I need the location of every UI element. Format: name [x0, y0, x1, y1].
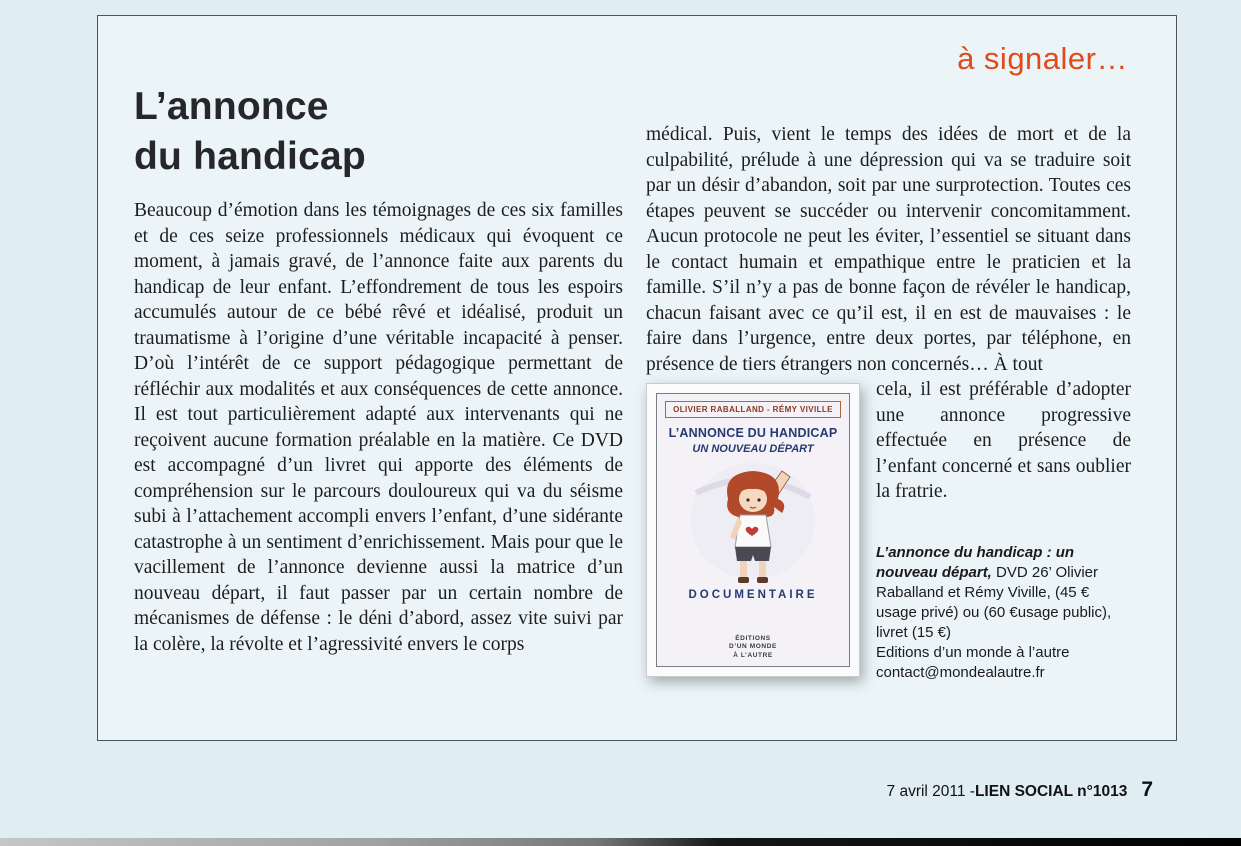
article-title-line1: L’annonce — [134, 85, 329, 128]
dvd-publisher-logo — [729, 635, 777, 660]
scan-edge-artifact — [0, 838, 1241, 846]
footer-date: 7 avril 2011 - — [886, 783, 975, 800]
caption-title: L’annonce du handicap : un nouveau départ, — [876, 543, 1075, 581]
dvd-genre: DOCUMENTAIRE — [688, 589, 818, 601]
footer-page-number: 7 — [1141, 778, 1153, 801]
article-column-left: Beaucoup d’émotion dans les témoignages de ces six familles et de ces seize professionnels médicaux qui évoquent ce moment, à jamais gravé, de l’annonce faite aux parents du handicap de leur enfant. L’effondrement de tous les espoirs accumulés autour de ce bébé rêvé et idéalisé, produit un traumatisme à l’origine d’une véritable incapacité à penser. D’où l’intérêt de ce support pédagogique permettant de réfléchir aux modalités et aux conséquences de cette annonce. Il est tout particulièrement adapté aux intervenants qui ne reçoivent aucune formation préalable en la matière. Ce DVD est accompagné d’un livret qui apporte des éléments de compréhension sur le parcours douloureux qui va du séisme subi à l’attachement accompli envers l’enfant, d’une sidérante catastrophe à un sentiment d’enrichissement. Mais pour que le vacillement de l’annonce devienne aussi la matrice d’un nouveau départ, il faut passer par un certain nombre de mécanismes de défense : le déni d’abord, assez vite suivi par la colère, la révolte et l’agressivité envers le corps — [134, 200, 623, 655]
dvd-title: L’ANNONCE DU HANDICAP — [668, 426, 838, 440]
dvd-cover-inner — [656, 393, 850, 667]
section-label: à signaler… — [957, 41, 1128, 76]
dvd-illustration-girl — [678, 459, 828, 587]
dvd-cover — [646, 383, 860, 677]
article-title-line2: du handicap — [134, 135, 366, 178]
page-footer — [887, 778, 1153, 802]
article-right-paragraph: médical. Puis, vient le temps des idées de mort et de la culpabilité, prélude à une dépression qui va se traduire soit par un désir d’abandon, soit par une surprotection. Toutes ces étapes peuvent se succéder ou intervenir concomitamment. Aucun protocole ne peut les éviter, l’essentiel se situant dans le contact humain et empathique entre le praticien et la famille. S’il n’y a pas de bonne façon de révéler le handicap, chacun faisant avec ce qu’il est, il en est de mauvaises : le faire dans l’urgence, entre deux portes, par téléphone, en présence de tiers étrangers non concernés… À tout — [646, 124, 1131, 375]
caption-publisher: Editions d’un monde à l’autre — [876, 643, 1070, 661]
dvd-publisher-line2: D’UN MONDE — [729, 643, 777, 651]
caption-details: DVD 26’ Olivier Raballand et Rémy Viville, (45 € usage privé) ou (60 €usage public), livret (15 €) — [876, 563, 1112, 641]
article-title — [134, 82, 366, 182]
dvd-authors: OLIVIER RABALLAND - RÉMY VIVILLE — [665, 401, 841, 418]
article-frame — [97, 15, 1177, 741]
footer-journal: LIEN SOCIAL n°1013 — [974, 783, 1128, 800]
article-column-right — [646, 122, 1131, 683]
caption-contact: contact@mondealautre.fr — [876, 663, 1045, 681]
dvd-subtitle: UN NOUVEAU DÉPART — [692, 443, 814, 455]
dvd-publisher-line3: À L’AUTRE — [733, 651, 773, 659]
article-right-continuation: cela, il est préférable d’adopter une annonce progressive effectuée en présence de l’enfant concerné et sans oublier la fratrie. — [876, 379, 1131, 502]
media-and-caption-zone — [646, 377, 1131, 683]
dvd-publisher-line1: ÉDITIONS — [735, 634, 771, 642]
